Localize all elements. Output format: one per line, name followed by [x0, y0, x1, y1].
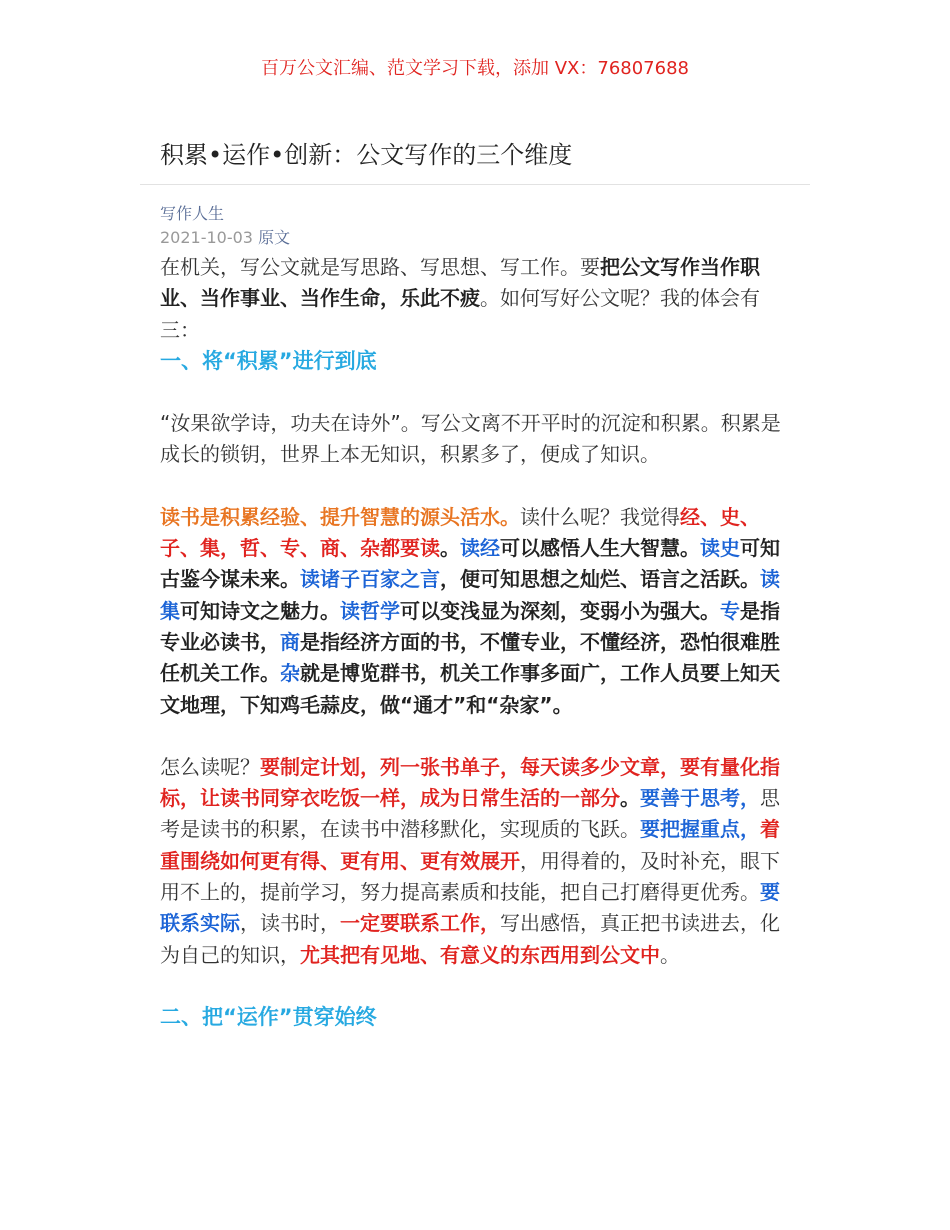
text-run: 一定要联系工作，	[340, 911, 500, 936]
text-run: 可以变浅显为深刻，变弱小为强大。	[400, 598, 720, 623]
text-run: 读诸子百家之言	[300, 567, 440, 592]
article-title: 积累•运作•创新：公文写作的三个维度	[160, 141, 573, 169]
promo-banner: 百万公文汇编、范文学习下载，添加 VX：76807688	[261, 58, 689, 79]
spacer	[160, 721, 792, 752]
text-run: 。	[620, 786, 640, 811]
text-run: 思考是读书的积累，在读书中潜移默化，实现质的飞跃。	[160, 786, 780, 842]
text-run: 。	[440, 536, 460, 561]
text-run: 可知诗文之魅力。	[180, 598, 340, 623]
spacer	[160, 377, 792, 408]
text-run: 经、史、子、集，哲、专、商、杂都要读	[160, 504, 760, 561]
text-run: 是指专业必读书，	[160, 598, 780, 654]
intro-paragraph	[160, 252, 792, 346]
text-run: 杂	[280, 661, 300, 686]
text-run: 可以感悟人生大智慧。	[500, 536, 700, 561]
reading-what-paragraph	[160, 502, 792, 721]
quote-paragraph: “汝果欲学诗，功夫在诗外”。写公文离不开平时的沉淀和积累。积累是成长的锁钥，世界上本无知识，积累多了，便成了知识。	[160, 411, 781, 467]
article-meta	[160, 227, 290, 249]
section-heading-1: 一、将“积累”进行到底	[160, 348, 377, 373]
text-run: 读书是积累经验、提升智慧的源头活水。	[160, 504, 520, 529]
text-run: ，便可知思想之灿烂、语言之活跃。	[440, 567, 760, 592]
spacer	[160, 971, 792, 1002]
text-run: 怎么读呢？	[160, 754, 260, 779]
text-run: 着重围绕如何更有得、更有用、更有效展开	[160, 817, 780, 873]
text-run: 读集	[160, 567, 780, 623]
article-body	[160, 252, 792, 1033]
text-run: 要把握重点，	[640, 817, 760, 842]
publish-date: 2021-10-03	[160, 228, 253, 247]
text-run: 读经	[460, 536, 500, 561]
text-run: 可知古鉴今谋未来。	[160, 536, 780, 592]
text-run: 要联系实际	[160, 880, 780, 936]
title-divider	[140, 184, 810, 185]
text-run: ，用得着的，及时补充，眼下用不上的，提前学习，努力提高素质和技能，把自己打磨得更优秀。	[160, 848, 780, 905]
section-heading-2: 二、把“运作”贯穿始终	[160, 1004, 377, 1029]
text-run: 商	[280, 629, 300, 654]
text-run: 读哲学	[340, 598, 400, 623]
intro-text-2: 。如何写好公文呢？我的体会有三：	[160, 286, 760, 342]
text-run: 读什么呢？我觉得	[520, 504, 680, 529]
text-run: 要制定计划，列一张书单子，每天读多少文章，要有量化指标，让读书同穿衣吃饭一样，成为日常生活的一部分	[160, 754, 780, 811]
spacer	[160, 471, 792, 502]
text-run: 。	[660, 942, 680, 967]
original-label[interactable]: 原文	[258, 228, 291, 247]
text-run: ，读书时，	[240, 911, 340, 936]
text-run: 尤其把有见地、有意义的东西用到公文中	[300, 942, 660, 967]
text-run: 读史	[700, 536, 740, 561]
intro-text-1: 在机关，写公文就是写思路、写思想、写工作。要	[160, 255, 600, 279]
intro-emphasis: 把公文写作当作职业、当作事业、当作生命，乐此不疲	[160, 255, 760, 311]
text-run: 就是博览群书，机关工作事多面广，工作人员要上知天文地理，下知鸡毛蒜皮，做“通才”和“杂家”。	[160, 661, 780, 717]
text-run: 是指经济方面的书，不懂专业，不懂经济，恐怕很难胜任机关工作。	[160, 629, 780, 686]
text-run: 专	[720, 598, 740, 623]
author-link[interactable]: 写作人生	[160, 204, 225, 223]
text-run: 写出感悟，真正把书读进去，化为自己的知识，	[160, 911, 780, 967]
reading-how-paragraph	[160, 752, 792, 971]
text-run: 要善于思考，	[640, 786, 760, 811]
